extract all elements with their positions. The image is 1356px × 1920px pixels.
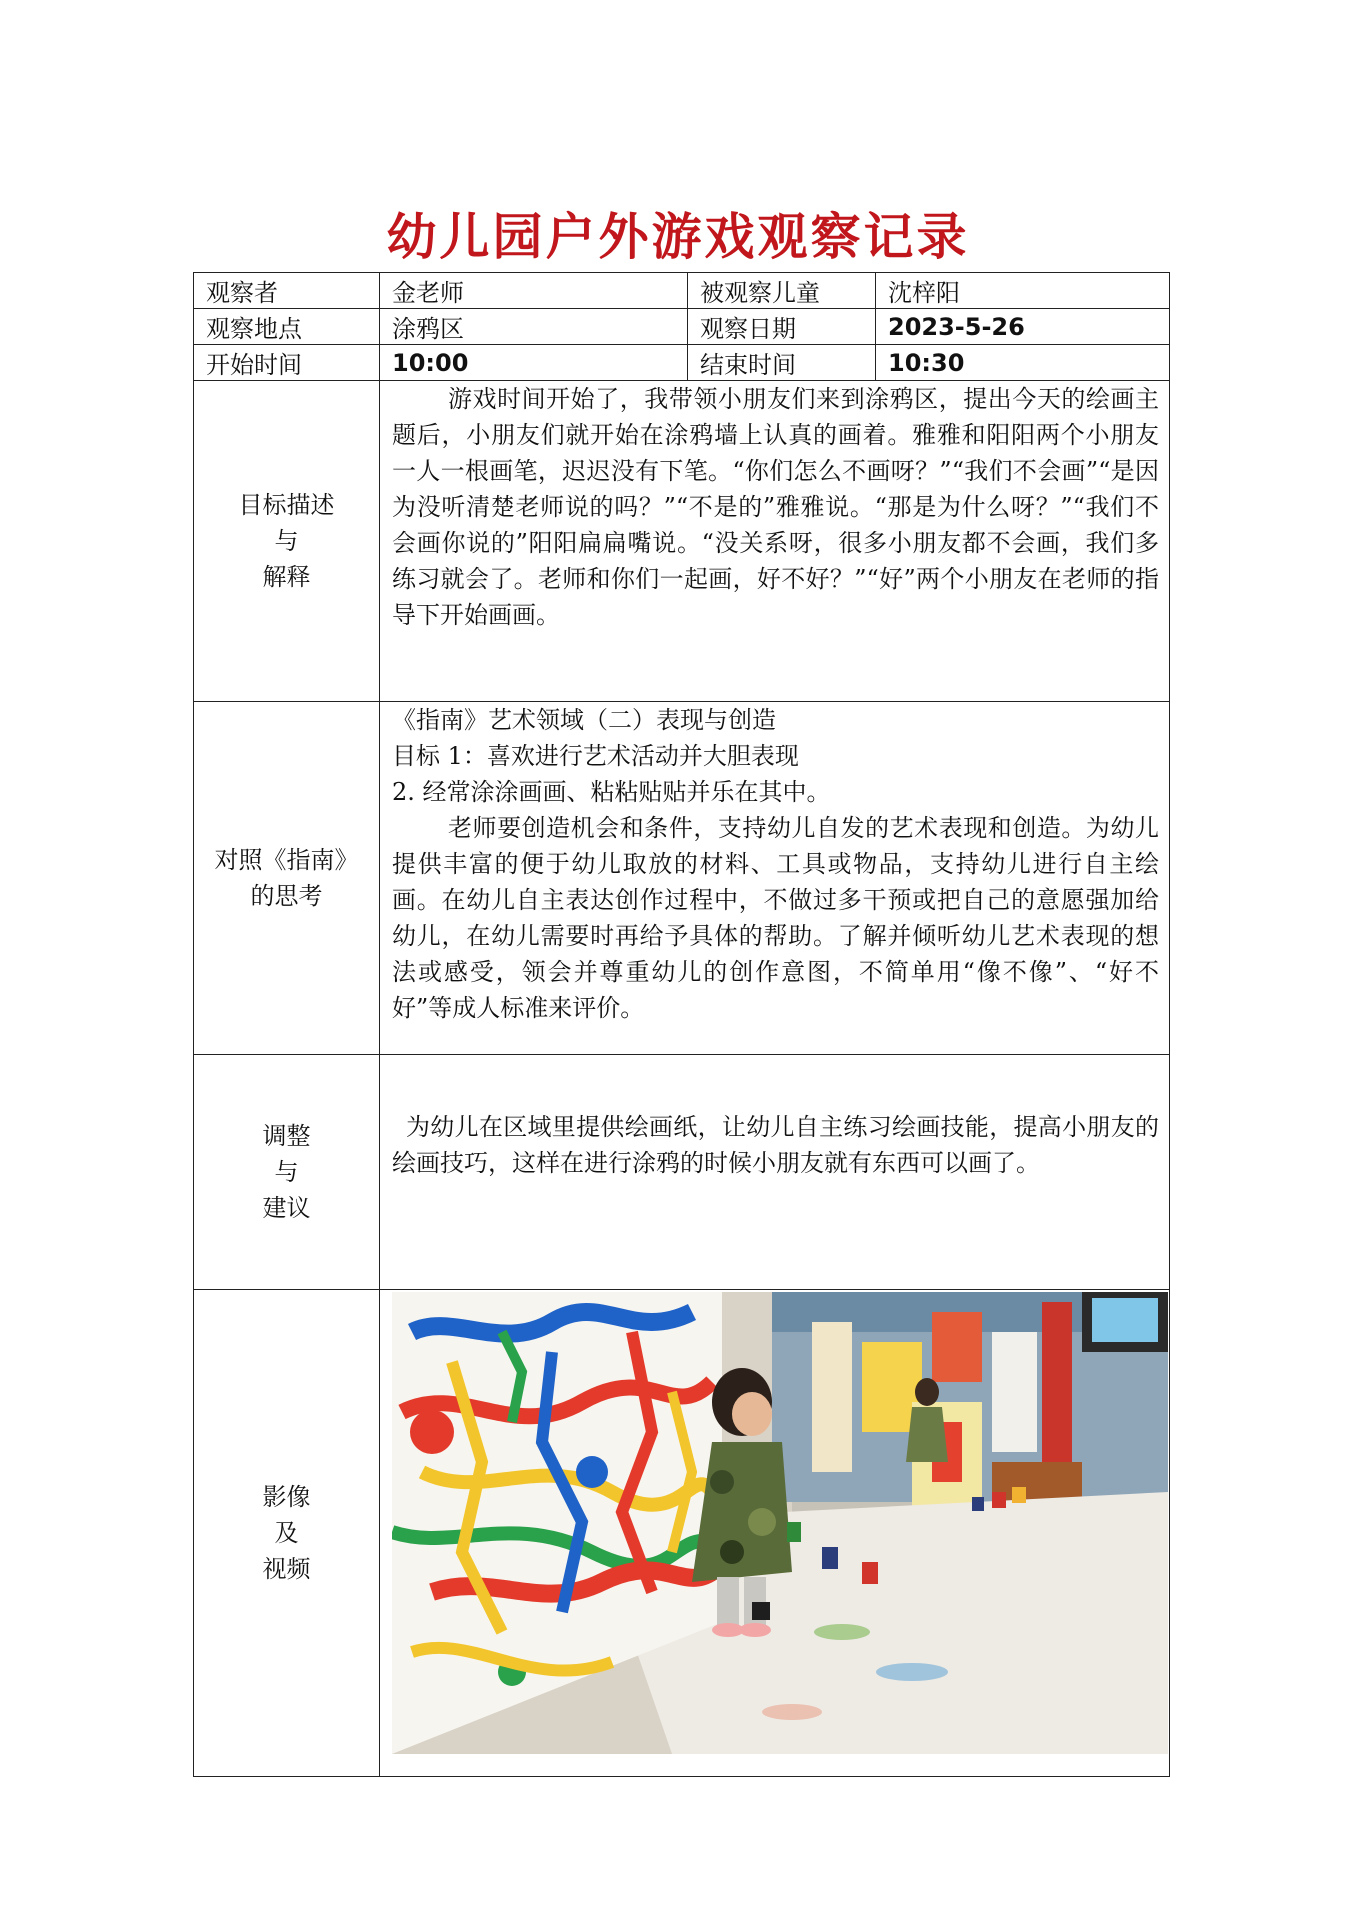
guide-line-2: 目标 1：喜欢进行艺术活动并大胆表现 <box>392 742 799 770</box>
adjust-label-line: 调整 <box>262 1122 311 1150</box>
goal-label <box>194 381 380 702</box>
date-label: 观察日期 <box>688 309 876 345</box>
media-cell <box>380 1290 1170 1777</box>
observer-label: 观察者 <box>194 273 380 309</box>
observation-table <box>193 272 1170 1777</box>
adjust-label-line: 建议 <box>262 1194 311 1222</box>
guide-text: 老师要创造机会和条件，支持幼儿自发的艺术表现和创造。为幼儿提供丰富的便于幼儿取放的材料、工具或物品，支持幼儿进行自主绘画。在幼儿自主表达创作过程中，不做过多干预或把自己的意愿强加给幼儿，在幼儿需要时再给予具体的帮助。了解并倾听幼儿艺术表现的想法或感受，领会并尊重幼儿的创作意图，不简单用“像不像”、“好不好”等成人标准来评价。 <box>392 814 1159 1022</box>
adjust-text-cell <box>380 1055 1170 1290</box>
start-time-value: 10:00 <box>380 345 688 381</box>
goal-label-line: 解释 <box>262 563 311 591</box>
table-row <box>194 1055 1170 1290</box>
goal-label-line: 目标描述 <box>238 491 335 519</box>
end-time-label: 结束时间 <box>688 345 876 381</box>
guide-text-cell <box>380 702 1170 1055</box>
date-value: 2023-5-26 <box>876 309 1170 345</box>
child-label: 被观察儿童 <box>688 273 876 309</box>
guide-label <box>194 702 380 1055</box>
media-label <box>194 1290 380 1777</box>
media-label-line: 及 <box>274 1519 299 1547</box>
guide-line-3: 2. 经常涂涂画画、粘粘贴贴并乐在其中。 <box>392 778 831 806</box>
table-row <box>194 345 1170 381</box>
child-painting-photo <box>392 1292 1168 1754</box>
adjust-text: 为幼儿在区域里提供绘画纸，让幼儿自主练习绘画技能，提高小朋友的绘画技巧，这样在进行涂鸦的时候小朋友就有东西可以画了。 <box>392 1113 1159 1177</box>
observer-value: 金老师 <box>380 273 688 309</box>
table-row <box>194 381 1170 702</box>
start-time-label: 开始时间 <box>194 345 380 381</box>
goal-text: 游戏时间开始了，我带领小朋友们来到涂鸦区，提出今天的绘画主题后，小朋友们就开始在涂鸦墙上认真的画着。雅雅和阳阳两个小朋友一人一根画笔，迟迟没有下笔。“你们怎么不画呀？”“我们不会画”“是因为没听清楚老师说的吗？”“不是的”雅雅说。“那是为什么呀？”“我们不会画你说的”阳阳扁扁嘴说。“没关系呀，很多小朋友都不会画，我们多练习就会了。老师和你们一起画，好不好？”“好”两个小朋友在老师的指导下开始画画。 <box>392 385 1159 629</box>
media-label-line: 视频 <box>262 1555 311 1583</box>
location-label: 观察地点 <box>194 309 380 345</box>
child-value: 沈梓阳 <box>876 273 1170 309</box>
guide-label-line: 的思考 <box>250 882 323 910</box>
end-time-value: 10:30 <box>876 345 1170 381</box>
guide-line-1: 《指南》艺术领域（二）表现与创造 <box>392 706 776 734</box>
guide-label-line: 对照《指南》 <box>214 846 359 874</box>
adjust-label <box>194 1055 380 1290</box>
adjust-label-line: 与 <box>274 1158 299 1186</box>
location-value: 涂鸦区 <box>380 309 688 345</box>
table-row <box>194 1290 1170 1777</box>
table-row <box>194 702 1170 1055</box>
table-row <box>194 273 1170 309</box>
goal-text-cell <box>380 381 1170 702</box>
page-title: 幼儿园户外游戏观察记录 <box>386 208 970 266</box>
media-label-line: 影像 <box>262 1483 311 1511</box>
table-row <box>194 309 1170 345</box>
goal-label-line: 与 <box>274 527 299 555</box>
